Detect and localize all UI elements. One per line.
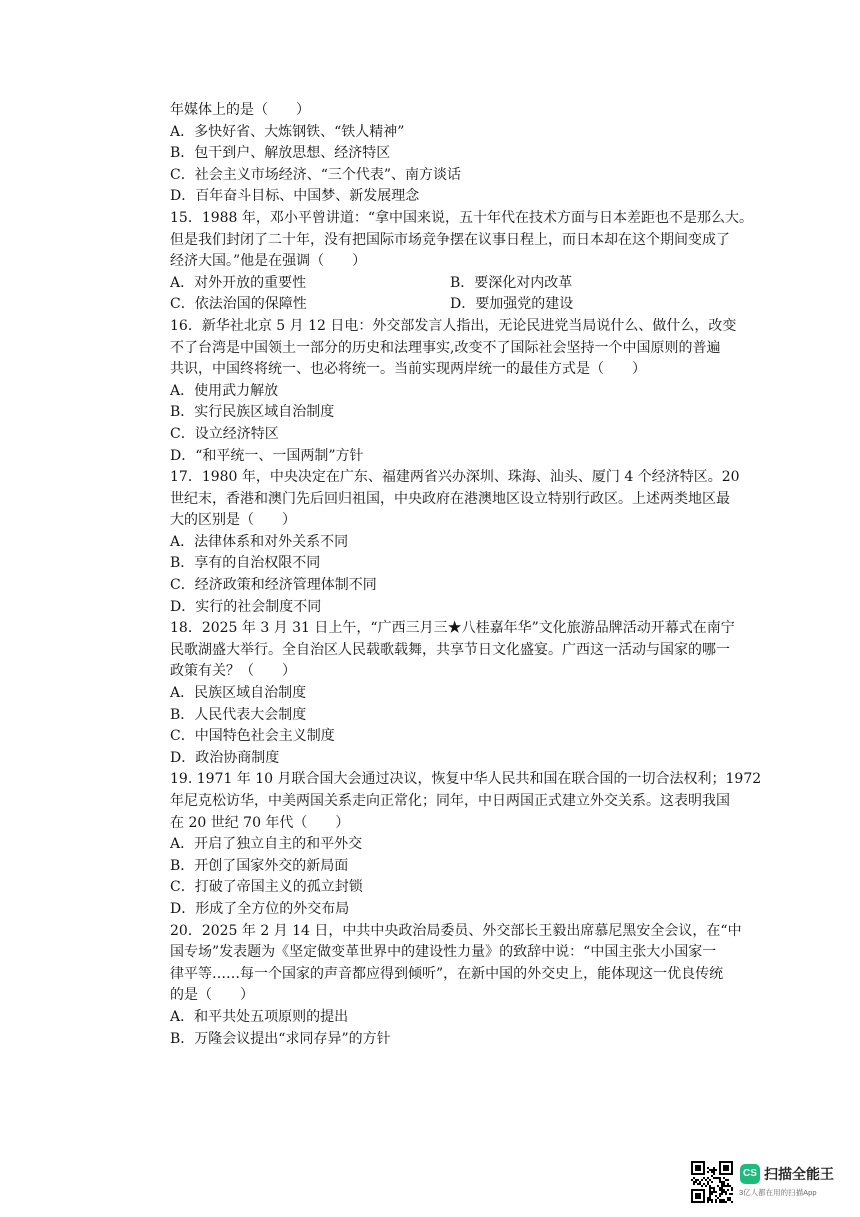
text-line: 共识，中国终将统一、也必将统一。当前实现两岸统一的最佳方式是（ ） xyxy=(170,361,646,378)
text-line: D．“和平统一、一国两制”方针 xyxy=(170,447,364,464)
answer-option: A．对外开放的重要性 xyxy=(170,274,307,291)
text-line: B．开创了国家外交的新局面 xyxy=(170,857,349,874)
text-line: B．万隆会议提出“求同存异”的方针 xyxy=(170,1030,391,1047)
text-line: 16．新华社北京 5 月 12 日电：外交部发言人指出，无论民进党当局说什么、做什么，改变 xyxy=(170,317,737,334)
text-line: C．社会主义市场经济、“三个代表”、南方谈话 xyxy=(170,166,462,183)
text-line: 年尼克松访华，中美两国关系走向正常化；同年，中日两国正式建立外交关系。这表明我国 xyxy=(170,793,730,809)
option-row xyxy=(170,273,730,295)
text-line: C．经济政策和经济管理体制不同 xyxy=(170,577,377,594)
text-line: 经济大国。”他是在强调（ ） xyxy=(170,253,367,270)
text-line: 的是（ ） xyxy=(170,987,254,1004)
text-line: D．百年奋斗目标、中国梦、新发展理念 xyxy=(170,188,420,205)
text-line: 不了台湾是中国领土一部分的历史和法理事实,改变不了国际社会坚持一个中国原则的普遍 xyxy=(170,339,721,356)
option-row xyxy=(170,294,730,316)
text-line: 政策有关？（ ） xyxy=(170,663,296,680)
text-line: 律平等……每一个国家的声音都应得到倾听”，在新中国的外交史上，能体现这一优良传统 xyxy=(170,965,724,982)
text-line: 18．2025 年 3 月 31 日上午，“广西三月三★八桂嘉年华”文化旅游品牌活动开幕式在南宁 xyxy=(170,620,735,637)
text-line: A．多快好省、大炼钢铁、“铁人精神” xyxy=(170,123,405,140)
camscanner-logo-icon: CS xyxy=(740,1164,760,1184)
text-line: D．实行的社会制度不同 xyxy=(170,598,322,615)
text-line: 但是我们封闭了二十年，没有把国际市场竞争摆在议事日程上，而日本却在这个期间变成了 xyxy=(170,231,730,248)
text-line: A．使用武力解放 xyxy=(170,382,279,399)
text-line: B．享有的自治权限不同 xyxy=(170,555,321,572)
text-line: 年媒体上的是（ ） xyxy=(170,102,310,118)
text-line: D．形成了全方位的外交布局 xyxy=(170,900,350,917)
answer-option: B．要深化对内改革 xyxy=(450,274,573,291)
text-line: 19. 1971 年 10 月联合国大会通过决议，恢复中华人民共和国在联合国的一切合法权利；1972 xyxy=(170,771,762,788)
app-name: 扫描全能王 xyxy=(764,1166,834,1182)
app-tagline: 3亿人都在用的扫描App xyxy=(739,1188,817,1197)
text-line: C．设立经济特区 xyxy=(170,425,279,442)
text-line: C．打破了帝国主义的孤立封锁 xyxy=(170,879,363,896)
text-line: 民歌湖盛大举行。全自治区人民载歌载舞，共享节日文化盛宴。广西这一活动与国家的哪一 xyxy=(170,641,730,658)
text-line: A．开启了独立自主的和平外交 xyxy=(170,836,363,853)
text-line: 大的区别是（ ） xyxy=(170,512,296,529)
camscanner-watermark xyxy=(690,1160,855,1210)
answer-option: D．要加强党的建设 xyxy=(450,296,574,313)
text-line: 20．2025 年 2 月 14 日，中共中央政治局委员、外交部长王毅出席慕尼黑安全会议，在“中 xyxy=(170,922,742,939)
text-line: 世纪末，香港和澳门先后回归祖国，中央政府在港澳地区设立特别行政区。上述两类地区最 xyxy=(170,490,730,507)
text-line: 17．1980 年，中央决定在广东、福建两省兴办深圳、珠海、汕头、厦门 4 个经济特区。20 xyxy=(170,469,740,486)
text-line: B．包干到户、解放思想、经济特区 xyxy=(170,145,391,162)
qr-code-icon xyxy=(690,1160,734,1204)
answer-option: C．依法治国的保障性 xyxy=(170,296,307,313)
text-line: D．政治协商制度 xyxy=(170,749,280,766)
text-line: A．民族区域自治制度 xyxy=(170,685,307,702)
text-line: 国专场”发表题为《坚定做变革世界中的建设性力量》的致辞中说：“中国主张大小国家一 xyxy=(170,944,717,961)
text-line: B．人民代表大会制度 xyxy=(170,706,307,723)
question-text-block xyxy=(170,316,762,1050)
text-line: B．实行民族区域自治制度 xyxy=(170,404,335,421)
exam-page xyxy=(170,100,762,1050)
text-line: A．法律体系和对外关系不同 xyxy=(170,533,349,550)
question-text-block xyxy=(170,100,754,273)
text-line: C．中国特色社会主义制度 xyxy=(170,728,335,745)
q15-options xyxy=(170,273,730,316)
text-line: 15．1988 年，邓小平曾讲道：“拿中国来说，五十年代在技术方面与日本差距也不是那么大。 xyxy=(170,209,754,226)
text-line: 在 20 世纪 70 年代（ ） xyxy=(170,814,350,831)
text-line: A．和平共处五项原则的提出 xyxy=(170,1008,349,1025)
